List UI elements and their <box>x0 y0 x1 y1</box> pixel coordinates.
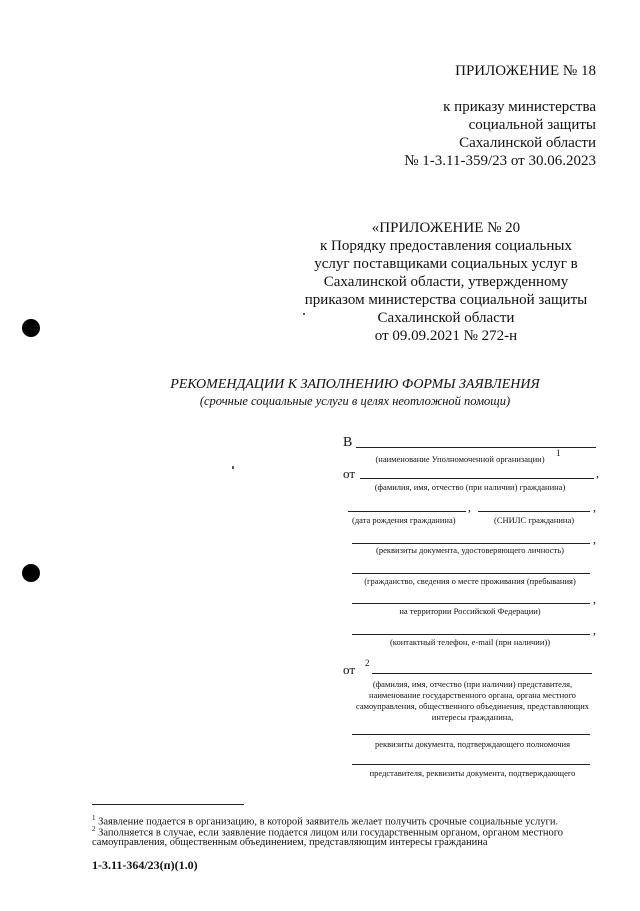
to-footnote-ref: 1 <box>556 448 561 458</box>
from-caption: (фамилия, имя, отчество (при наличии) гражданина) <box>374 482 566 492</box>
punch-hole-bottom <box>22 564 40 582</box>
doc-subtitle: (срочные социальные услуги в целях неотложной помощи) <box>199 394 511 408</box>
rep-doc-caption-2: представителя, реквизиты документа, подтверждающего <box>369 768 576 778</box>
snils-line <box>478 511 590 512</box>
residence-caption: (гражданство, сведения о месте проживания (пребывания) <box>364 576 576 586</box>
appendix-20-line: к Порядку предоставления социальных <box>320 238 572 254</box>
appendix-20-line: от 09.09.2021 № 272-н <box>374 328 518 344</box>
from-field-line <box>360 478 594 479</box>
rep-field-line <box>372 673 592 674</box>
contact-caption: (контактный телефон, e-mail (при наличии)) <box>389 637 551 647</box>
appendix-18-title: ПРИЛОЖЕНИЕ № 18 <box>455 63 596 79</box>
from-comma: , <box>596 466 599 480</box>
document-code: 1-3.11-364/23(п)(1.0) <box>92 858 198 872</box>
footnote-2-text-a: Заполняется в случае, если заявление подается лицом или государственным органом, органом местного <box>98 827 564 839</box>
rep-prefix: от <box>343 662 356 677</box>
from-prefix: от <box>343 466 356 481</box>
rep-caption-line: наименование государственного органа, органа местного <box>369 690 576 700</box>
appendix-18-line: к приказу министерства <box>443 99 596 115</box>
residence-line-2 <box>352 603 590 604</box>
appendix-18-block <box>256 62 596 170</box>
appendix-18-line: Сахалинской области <box>459 135 596 151</box>
footnote-1-text: Заявление подается в организацию, в которой заявитель желает получить срочные социальные услуги. <box>98 816 559 828</box>
id-doc-caption: (реквизиты документа, удостоверяющего личность) <box>376 545 564 555</box>
snils-caption: (СНИЛС гражданина) <box>494 515 575 525</box>
rep-doc-line-2 <box>352 764 590 765</box>
to-caption: (наименование Уполномоченной организации) <box>375 454 545 464</box>
appendix-20-line: Сахалинской области <box>377 310 515 326</box>
appendix-18-line: социальной защиты <box>468 117 596 133</box>
scan-speck <box>303 313 305 315</box>
appendix-20-line: услуг поставщиками социальных услуг в <box>314 256 578 272</box>
birth-date-caption: (дата рождения гражданина) <box>352 515 456 525</box>
contact-comma: , <box>593 623 596 637</box>
doc-title: РЕКОМЕНДАЦИИ К ЗАПОЛНЕНИЮ ФОРМЫ ЗАЯВЛЕНИЯ <box>170 377 540 392</box>
scan-speck <box>232 466 234 469</box>
residence-caption-2: на территории Российской Федерации) <box>399 606 541 616</box>
contact-line <box>352 634 590 635</box>
footnote-separator <box>92 804 244 805</box>
footnote-2-number: 2 <box>92 825 96 833</box>
appendix-20-title: «ПРИЛОЖЕНИЕ № 20 <box>371 220 521 236</box>
rep-footnote-ref: 2 <box>365 658 370 668</box>
to-prefix: В <box>343 435 353 450</box>
appendix-20-line: Сахалинской области, утвержденному <box>323 274 569 290</box>
rep-caption-line: самоуправления, общественного объединения, представляющих <box>355 701 590 711</box>
birth-date-line <box>348 511 466 512</box>
residence-comma: , <box>593 592 596 606</box>
rep-doc-line <box>352 734 590 735</box>
id-doc-comma: , <box>593 532 596 546</box>
punch-hole-top <box>22 319 40 337</box>
rep-caption-line: (фамилия, имя, отчество (при наличии) представителя, <box>372 679 573 689</box>
snils-comma: , <box>593 500 596 514</box>
appendix-18-line: № 1-3.11-359/23 от 30.06.2023 <box>404 153 596 169</box>
residence-line <box>352 573 590 574</box>
footnote-2-cont: самоуправления, общественным объединением, представляющим интересы гражданина <box>92 837 488 848</box>
appendix-20-line: приказом министерства социальной защиты <box>304 292 588 308</box>
id-doc-line <box>352 543 590 544</box>
rep-caption-line: интересы гражданина, <box>431 712 514 722</box>
rep-doc-caption: реквизиты документа, подтверждающего полномочия <box>374 739 570 749</box>
footnote-1-number: 1 <box>92 814 96 822</box>
rep-caption-block <box>345 679 600 723</box>
birth-comma: , <box>468 500 471 514</box>
appendix-20-block <box>296 219 596 345</box>
